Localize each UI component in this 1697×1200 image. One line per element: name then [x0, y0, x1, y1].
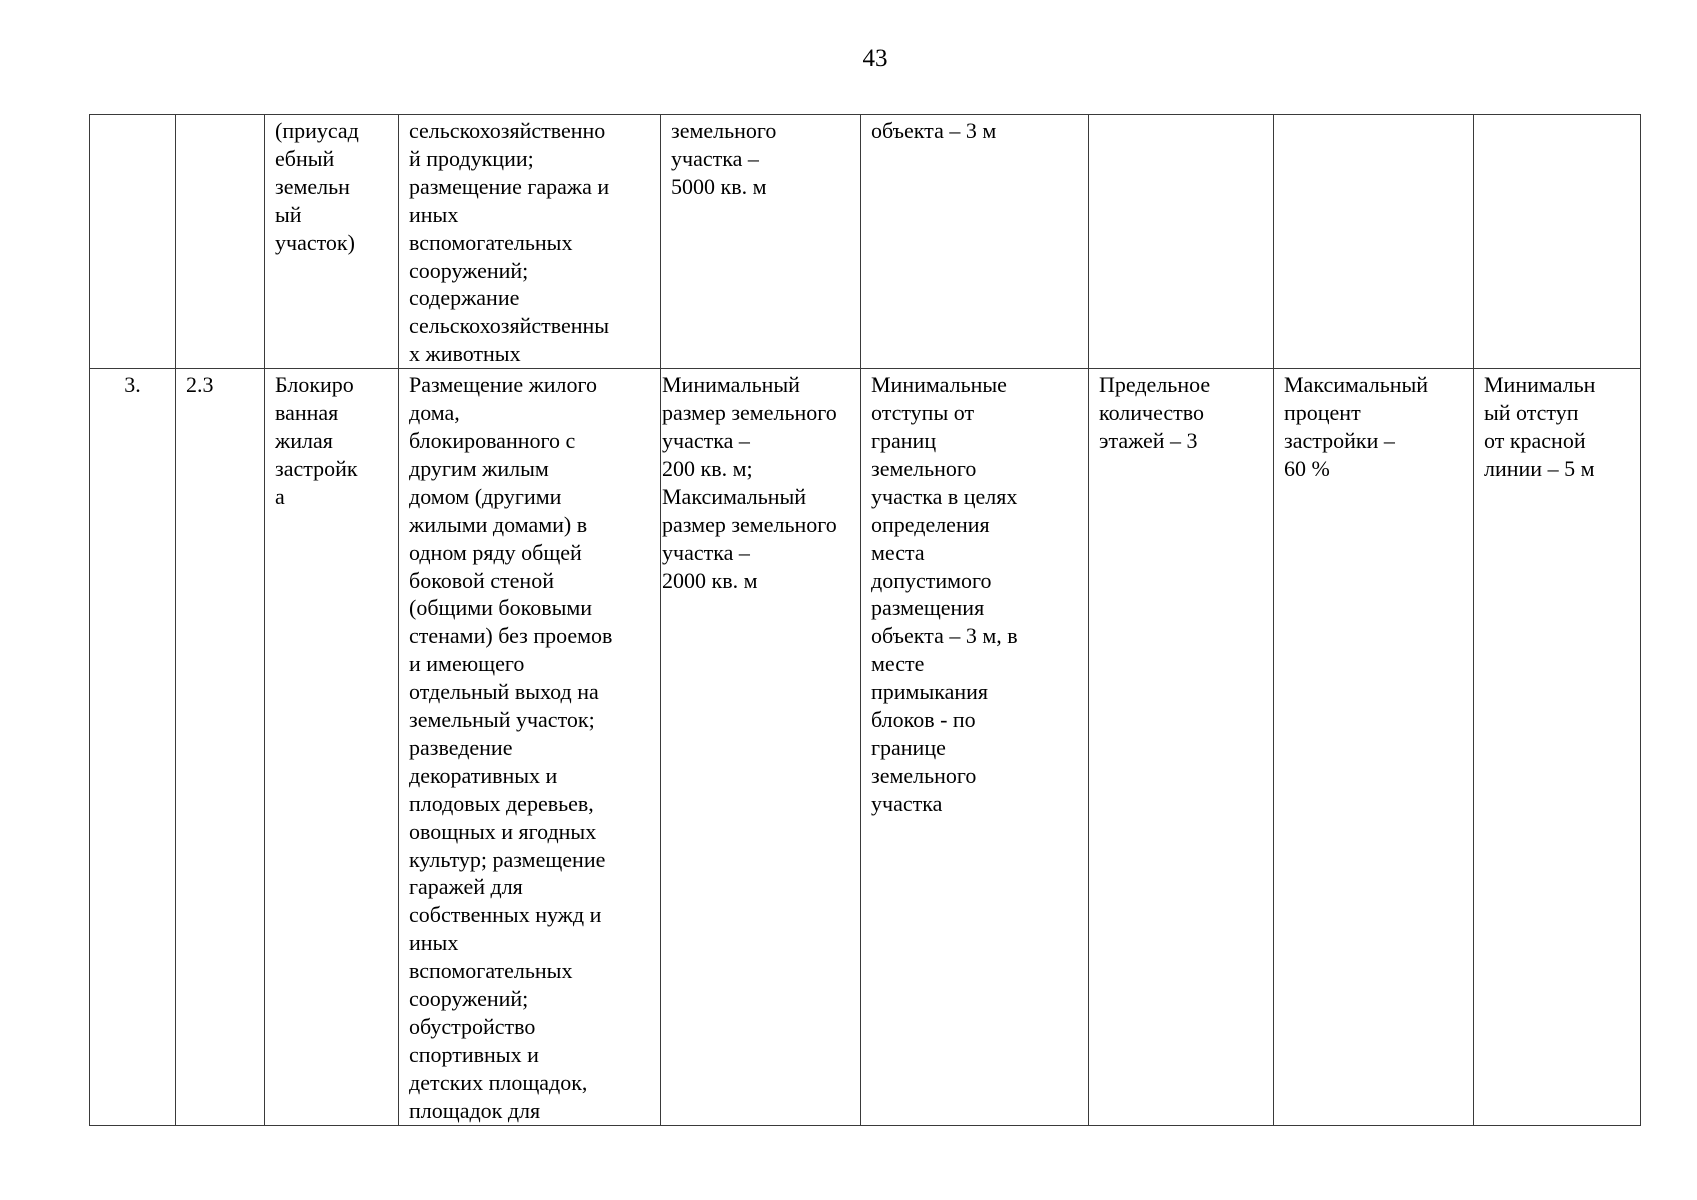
- cell-setbacks: Минимальные отступы от границ земельного участка в целях определения места допустимого размещения объекта – 3 м, в месте примыкания блоков - по границе земельного участка: [861, 369, 1089, 1125]
- table-row: [90, 369, 1641, 1125]
- cell-plot-size: земельного участка – 5000 кв. м: [661, 115, 861, 369]
- cell-red-line: [1474, 115, 1641, 369]
- cell-use-description: Размещение жилого дома, блокированного с другим жилым домом (другими жилыми домами) в одном ряду общей боковой стеной (общими боковыми стенами) без проемов и имеющего отдельный выход на земельный участок; разведение декоративных и плодовых деревьев, овощных и ягодных культур; размещение гаражей для собственных нужд и иных вспомогательных сооружений; обустройство спортивных и детских площадок, площадок для: [399, 369, 661, 1125]
- cell-coverage: [1274, 115, 1474, 369]
- page-number: 43: [862, 45, 888, 72]
- cell-setbacks: объекта – 3 м: [861, 115, 1089, 369]
- cell-use-name: Блокиро ванная жилая застройк а: [265, 369, 399, 1125]
- table-row: [90, 115, 1641, 369]
- cell-red-line: Минимальн ый отступ от красной линии – 5 м: [1474, 369, 1641, 1125]
- cell-number: [90, 115, 176, 369]
- cell-number: 3.: [90, 369, 176, 1125]
- cell-floors: [1089, 115, 1274, 369]
- cell-code: [176, 115, 265, 369]
- regulations-table: [89, 114, 1641, 1126]
- cell-coverage: Максимальный процент застройки – 60 %: [1274, 369, 1474, 1125]
- cell-plot-size: Минимальный размер земельного участка – 200 кв. м; Максимальный размер земельного участка – 2000 кв. м: [661, 369, 861, 1125]
- cell-code: 2.3: [176, 369, 265, 1125]
- cell-use-description: сельскохозяйственно й продукции; размещение гаража и иных вспомогательных сооружений; содержание сельскохозяйственны х животных: [399, 115, 661, 369]
- cell-use-name: (приусад ебный земельн ый участок): [265, 115, 399, 369]
- cell-floors: Предельное количество этажей – 3: [1089, 369, 1274, 1125]
